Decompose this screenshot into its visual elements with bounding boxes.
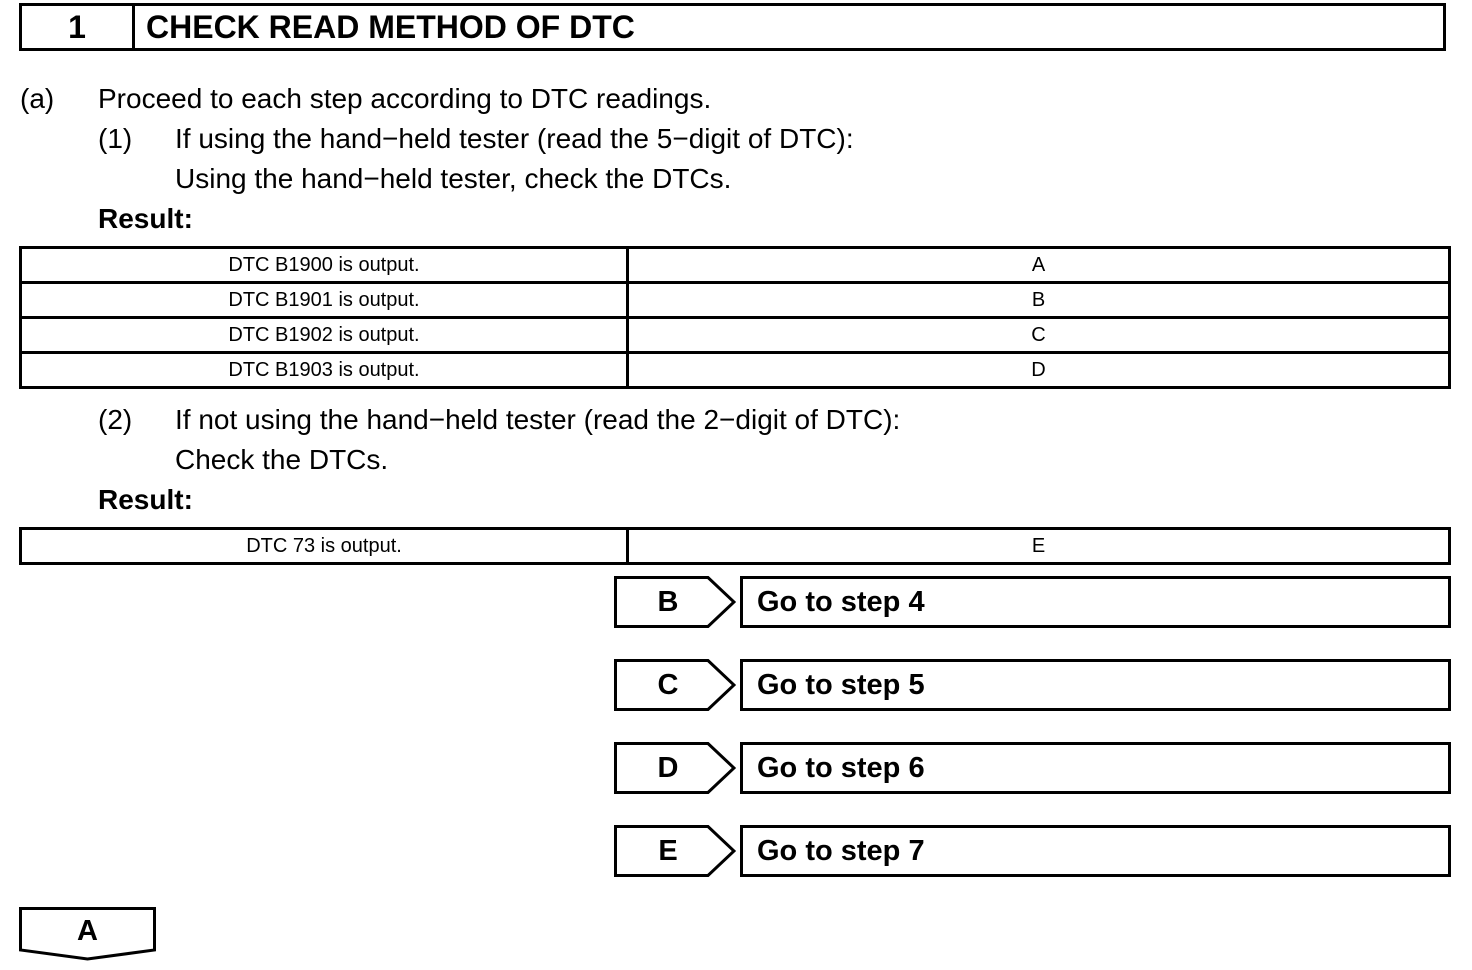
code-cell: C: [628, 318, 1450, 353]
condition-cell: DTC B1902 is output.: [21, 318, 628, 353]
goto-step-6[interactable]: Go to step 6: [740, 742, 1451, 794]
goto-step-7[interactable]: Go to step 7: [740, 825, 1451, 877]
goto-tag-letter: C: [657, 668, 679, 701]
condition-cell: DTC B1900 is output.: [21, 248, 628, 283]
sub2-line2: Check the DTCs.: [175, 444, 389, 475]
sub1-result-label: Result:: [98, 203, 193, 234]
table-row: [21, 353, 1450, 388]
step-header: [19, 3, 1446, 51]
code-cell: B: [628, 283, 1450, 318]
code-cell: E: [628, 529, 1450, 564]
sub2-result-label: Result:: [98, 484, 193, 515]
result-table-1: [19, 246, 1451, 389]
goto-tag-letter: B: [657, 585, 679, 618]
condition-cell: DTC B1903 is output.: [21, 353, 628, 388]
intro-marker: (a): [20, 83, 55, 114]
step-number: 1: [22, 6, 135, 48]
condition-cell: DTC B1901 is output.: [21, 283, 628, 318]
goto-tag-letter: E: [658, 834, 678, 867]
code-cell: A: [628, 248, 1450, 283]
intro-text: Proceed to each step according to DTC readings.: [98, 83, 712, 114]
goto-step-4[interactable]: Go to step 4: [740, 576, 1451, 628]
sub2-marker: (2): [98, 404, 133, 435]
table-row: [21, 318, 1450, 353]
table-row: [21, 283, 1450, 318]
result-table-2: [19, 527, 1451, 565]
goto-tag-b[interactable]: [614, 576, 736, 628]
goto-tag-e[interactable]: [614, 825, 736, 877]
table-row: [21, 529, 1450, 564]
next-step-a-tag[interactable]: [19, 907, 156, 961]
step-title: CHECK READ METHOD OF DTC: [146, 8, 635, 45]
sub1-marker: (1): [98, 123, 133, 154]
goto-step-5[interactable]: Go to step 5: [740, 659, 1451, 711]
sub1-line2: Using the hand−held tester, check the DTCs.: [175, 163, 732, 194]
goto-tag-d[interactable]: [614, 742, 736, 794]
condition-cell: DTC 73 is output.: [21, 529, 628, 564]
sub2-line1: If not using the hand−held tester (read the 2−digit of DTC):: [175, 404, 901, 435]
table-row: [21, 248, 1450, 283]
sub1-line1: If using the hand−held tester (read the 5−digit of DTC):: [175, 123, 854, 154]
next-step-letter: A: [77, 914, 98, 947]
goto-tag-c[interactable]: [614, 659, 736, 711]
code-cell: D: [628, 353, 1450, 388]
goto-tag-letter: D: [657, 751, 679, 784]
